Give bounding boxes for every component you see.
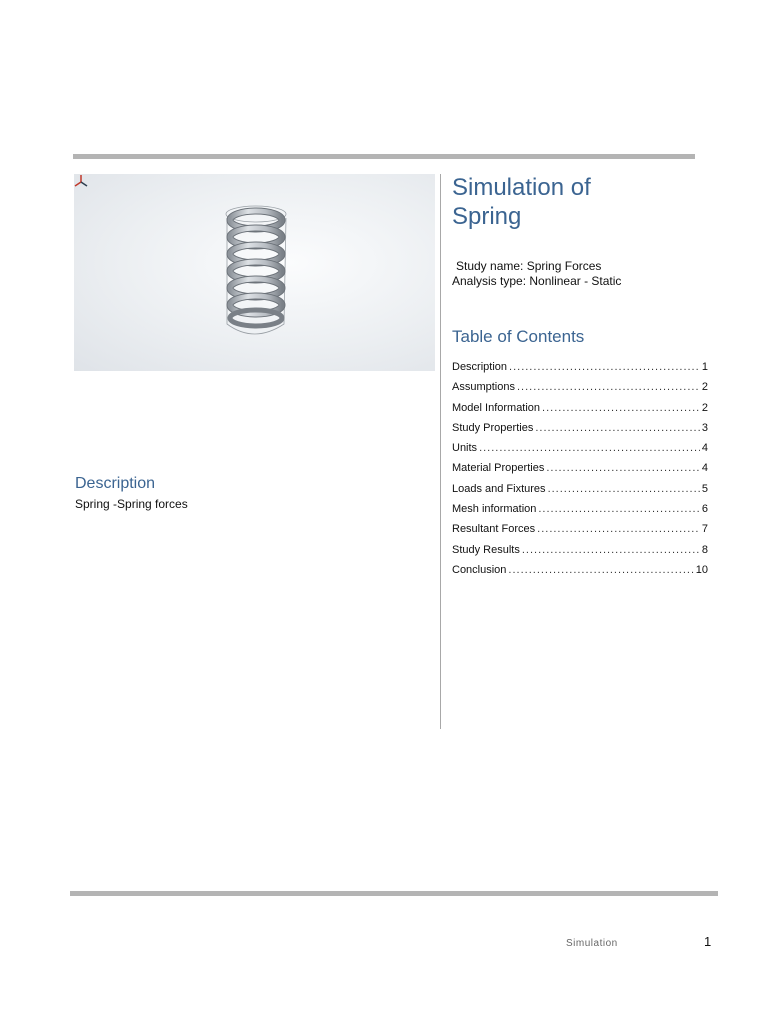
toc-entry-page: 3	[701, 421, 708, 434]
toc-entry-label: Units	[452, 442, 478, 455]
toc-entry-label: Resultant Forces	[452, 523, 536, 536]
toc-entry-description[interactable]	[452, 361, 708, 381]
study-name-row	[452, 259, 621, 274]
page-title	[452, 173, 702, 231]
toc-entry-page: 6	[701, 503, 708, 516]
toc-entry-page: 2	[701, 401, 708, 414]
toc-leader-dots	[538, 503, 700, 515]
toc-heading: Table of Contents	[452, 327, 585, 346]
toc-entry-resultant-forces[interactable]	[452, 523, 708, 543]
toc-leader-dots	[542, 402, 700, 414]
footer-rule	[70, 891, 718, 896]
title-line-2: Spring	[452, 203, 522, 230]
table-of-contents	[452, 361, 708, 584]
study-name-value: Spring Forces	[526, 259, 602, 273]
toc-entry-label: Model Information	[452, 401, 541, 414]
toc-entry-assumptions[interactable]	[452, 381, 708, 401]
page-number: 1	[704, 934, 712, 949]
toc-leader-dots	[508, 564, 693, 576]
footer-label: Simulation	[566, 938, 618, 949]
toc-leader-dots	[509, 361, 700, 373]
toc-leader-dots	[546, 462, 700, 474]
study-info	[452, 259, 621, 289]
toc-entry-label: Study Properties	[452, 421, 534, 434]
toc-entry-page: 8	[701, 543, 708, 556]
spring-model-image	[74, 174, 435, 371]
toc-entry-conclusion[interactable]	[452, 564, 708, 584]
toc-entry-label: Study Results	[452, 543, 520, 556]
toc-leader-dots	[548, 483, 700, 495]
toc-entry-study-properties[interactable]	[452, 422, 708, 442]
toc-leader-dots	[517, 381, 700, 393]
analysis-type-row	[452, 274, 621, 289]
toc-entry-page: 4	[701, 462, 708, 475]
toc-leader-dots	[522, 544, 700, 556]
description-text: Spring -Spring forces	[75, 497, 188, 511]
toc-entry-units[interactable]	[452, 442, 708, 462]
header-rule	[73, 154, 695, 159]
toc-entry-material-properties[interactable]	[452, 462, 708, 482]
toc-entry-page: 4	[701, 442, 708, 455]
spring-drawing	[74, 174, 435, 371]
analysis-type-value: Nonlinear - Static	[529, 274, 622, 288]
analysis-type-label: Analysis type:	[452, 274, 527, 288]
toc-entry-page: 2	[701, 381, 708, 394]
description-heading: Description	[75, 475, 156, 492]
toc-entry-label: Loads and Fixtures	[452, 482, 546, 495]
spring-coils	[230, 211, 282, 326]
study-name-label: Study name:	[456, 259, 524, 273]
toc-leader-dots	[479, 442, 700, 454]
toc-entry-mesh-information[interactable]	[452, 503, 708, 523]
column-divider	[440, 174, 441, 729]
toc-entry-label: Description	[452, 361, 508, 373]
toc-entry-page: 7	[701, 523, 708, 536]
toc-entry-study-results[interactable]	[452, 544, 708, 564]
toc-entry-page: 5	[701, 482, 708, 495]
toc-entry-model-information[interactable]	[452, 402, 708, 422]
toc-entry-label: Mesh information	[452, 503, 537, 516]
toc-leader-dots	[537, 523, 700, 535]
axis-triad-icon	[74, 174, 88, 188]
toc-entry-page: 10	[695, 563, 708, 576]
toc-leader-dots	[535, 422, 700, 434]
toc-entry-label: Conclusion	[452, 563, 507, 576]
toc-entry-label: Material Properties	[452, 462, 545, 475]
toc-entry-page: 1	[701, 361, 708, 373]
toc-entry-loads-and-fixtures[interactable]	[452, 483, 708, 503]
title-line-1: Simulation of	[452, 174, 591, 201]
toc-entry-label: Assumptions	[452, 381, 515, 394]
